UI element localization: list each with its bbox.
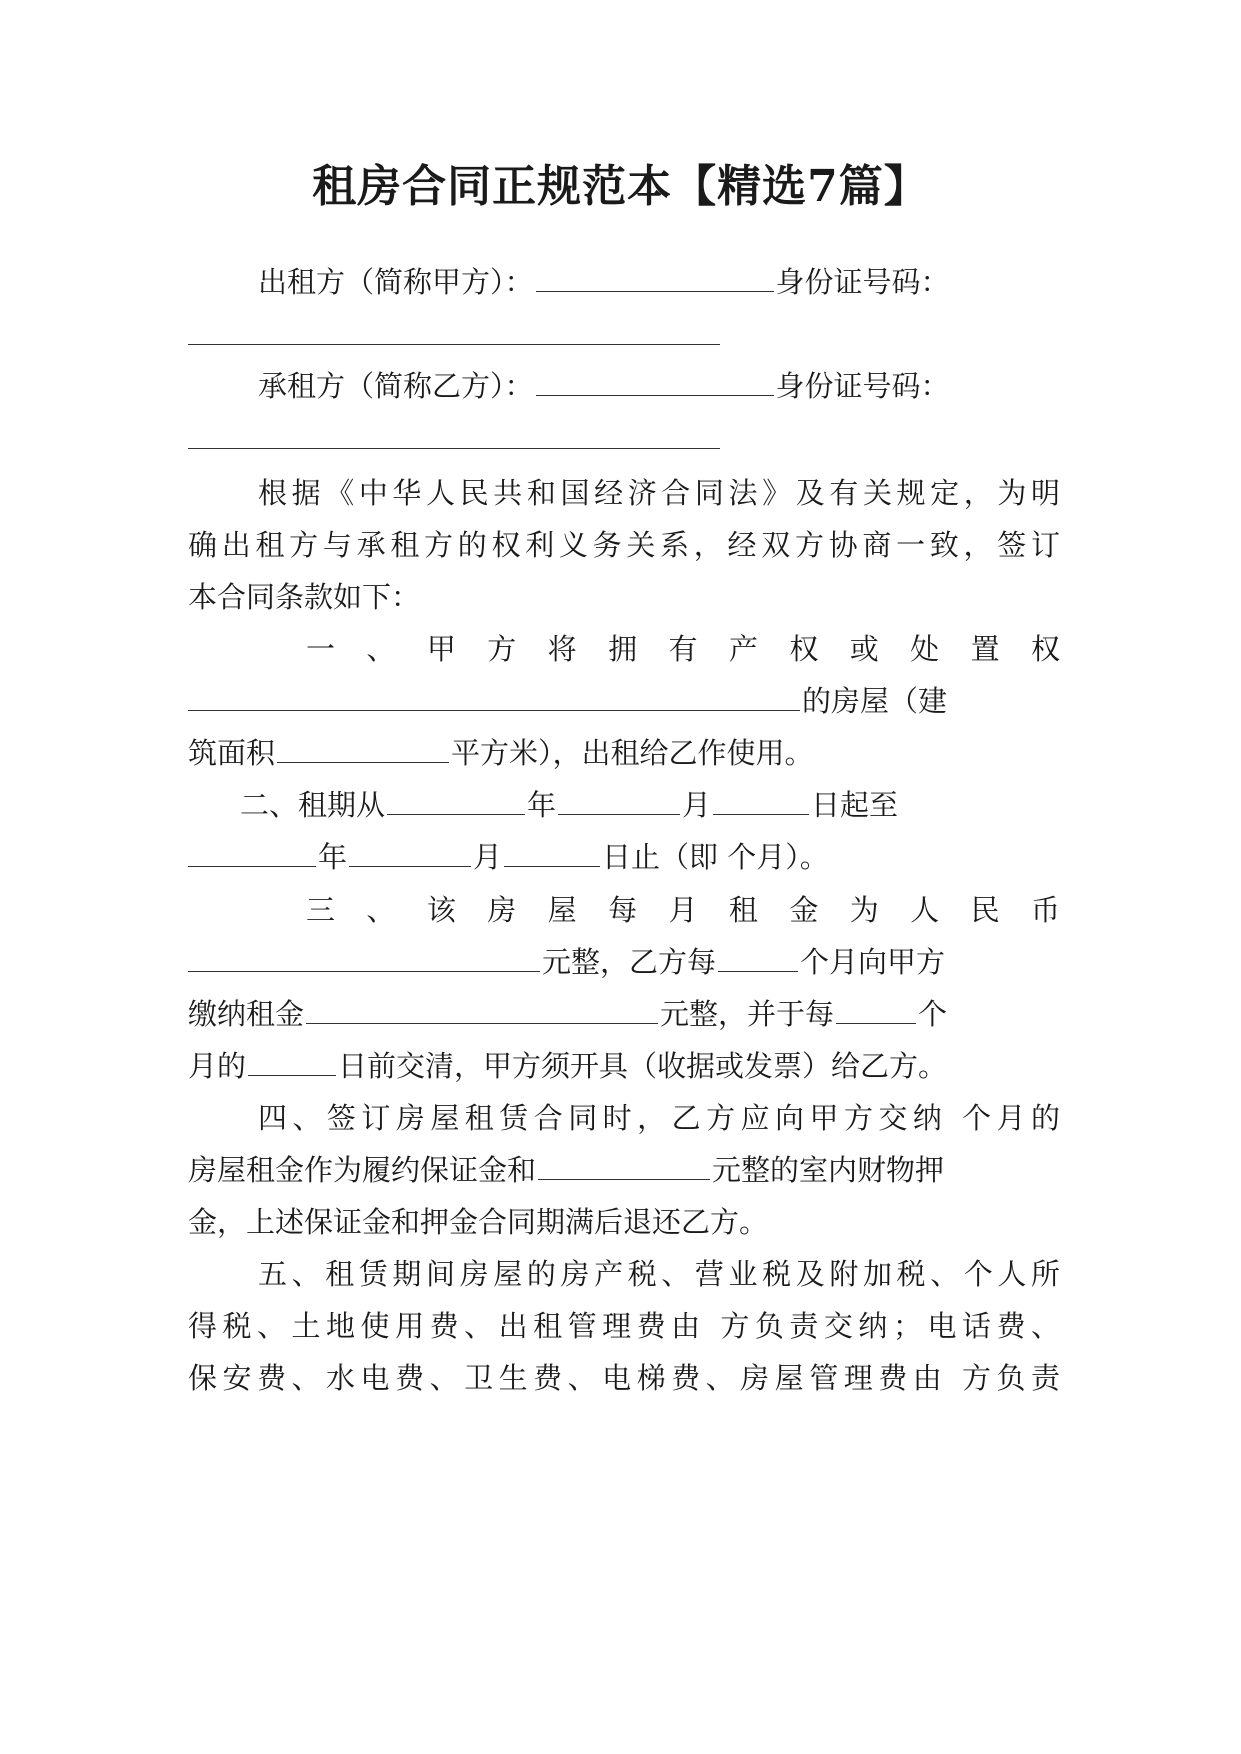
clause-2-l2-d: 日止（即 个月）。 xyxy=(602,840,829,874)
clause-3-l3-b: 元整，并于每 xyxy=(660,997,835,1031)
end-year-blank[interactable] xyxy=(188,830,316,867)
clause-3-line-1: 三、该房屋每月租金为人民币 xyxy=(306,893,1060,927)
end-month-blank[interactable] xyxy=(349,830,471,867)
monthly-rent-blank[interactable] xyxy=(188,935,540,972)
start-year-blank[interactable] xyxy=(387,778,525,815)
clause-4-line-2 xyxy=(188,1140,1060,1200)
clause-2-line-1 xyxy=(188,775,1060,835)
clause-3-l3-a: 缴纳租金 xyxy=(188,997,305,1031)
clause-5-line-3: 保安费、水电费、卫生费、电梯费、房屋管理费由 方负责 xyxy=(188,1361,1060,1395)
party-a-line xyxy=(188,252,1060,312)
payment-interval-blank[interactable] xyxy=(718,935,798,972)
property-address-blank[interactable] xyxy=(188,674,800,711)
clause-4-l2-a: 房屋租金作为履约保证金和 xyxy=(188,1153,537,1187)
rent-amount-blank[interactable] xyxy=(306,987,658,1024)
clause-3-l2-a: 元整，乙方每 xyxy=(542,945,717,979)
clause-1-line-3 xyxy=(188,723,1060,783)
party-b-name-blank[interactable] xyxy=(536,359,774,396)
party-a-name-blank[interactable] xyxy=(536,255,774,292)
pay-day-blank[interactable] xyxy=(248,1039,336,1076)
clause-2-l2-c: 月 xyxy=(473,840,503,874)
start-day-blank[interactable] xyxy=(713,778,809,815)
party-a-id-label: 身份证号码： xyxy=(775,265,950,299)
clause-1-l3-tail: 平方米），出租给乙作使用。 xyxy=(451,736,814,770)
clause-2-line-2 xyxy=(188,827,1060,887)
preamble-line-2: 确出租方与承租方的权利义务关系，经双方协商一致，签订 xyxy=(188,528,1060,562)
end-day-blank[interactable] xyxy=(504,830,600,867)
clause-1-l3-head: 筑面积 xyxy=(188,736,276,770)
clause-2-l1-a: 二、租期从 xyxy=(240,788,386,822)
clause-2-l1-b: 年 xyxy=(527,788,557,822)
party-b-id-label: 身份证号码： xyxy=(775,369,950,403)
party-a-id-blank[interactable] xyxy=(188,344,720,345)
clause-4-line-3: 金，上述保证金和押金合同期满后退还乙方。 xyxy=(188,1205,769,1239)
clause-3-l3-c: 个 xyxy=(918,997,948,1031)
clause-2-l1-c: 月 xyxy=(682,788,712,822)
clause-3-l2-b: 个月向甲方 xyxy=(800,945,946,979)
clause-2-l1-d: 日起至 xyxy=(811,788,899,822)
pay-months-blank[interactable] xyxy=(836,987,916,1024)
party-b-label: 承租方（简称乙方）： xyxy=(258,369,534,403)
clause-1-line-1: 一、甲方将拥有产权或处置权 xyxy=(306,632,1060,666)
clause-2-l2-b: 年 xyxy=(318,840,348,874)
clause-1-l2-tail: 的房屋（建 xyxy=(802,684,948,718)
party-a-label: 出租方（简称甲方）： xyxy=(258,265,534,299)
clause-4-line-1: 四、签订房屋租赁合同时，乙方应向甲方交纳 个月的 xyxy=(258,1101,1060,1135)
clause-3-line-2 xyxy=(188,932,1060,992)
deposit-amount-blank[interactable] xyxy=(538,1143,710,1180)
start-month-blank[interactable] xyxy=(558,778,680,815)
party-b-id-blank[interactable] xyxy=(188,448,720,449)
clause-1-line-2 xyxy=(188,671,1060,731)
preamble-line-1: 根据《中华人民共和国经济合同法》及有关规定，为明 xyxy=(258,476,1060,510)
party-b-line xyxy=(188,356,1060,416)
clause-3-line-3 xyxy=(188,984,1060,1044)
clause-3-l4-a: 月的 xyxy=(188,1049,247,1083)
floor-area-blank[interactable] xyxy=(277,726,449,763)
clause-3-l4-b: 日前交清，甲方须开具（收据或发票）给乙方。 xyxy=(338,1049,948,1083)
clause-5-line-2: 得税、土地使用费、出租管理费由 方负责交纳；电话费、 xyxy=(188,1309,1060,1343)
clause-5-line-1: 五、租赁期间房屋的房产税、营业税及附加税、个人所 xyxy=(258,1257,1060,1291)
document-title: 租房合同正规范本【精选7篇】 xyxy=(312,161,929,212)
preamble-line-3: 本合同条款如下： xyxy=(188,580,421,614)
clause-4-l2-b: 元整的室内财物押 xyxy=(712,1153,945,1187)
clause-3-line-4 xyxy=(188,1036,1060,1096)
